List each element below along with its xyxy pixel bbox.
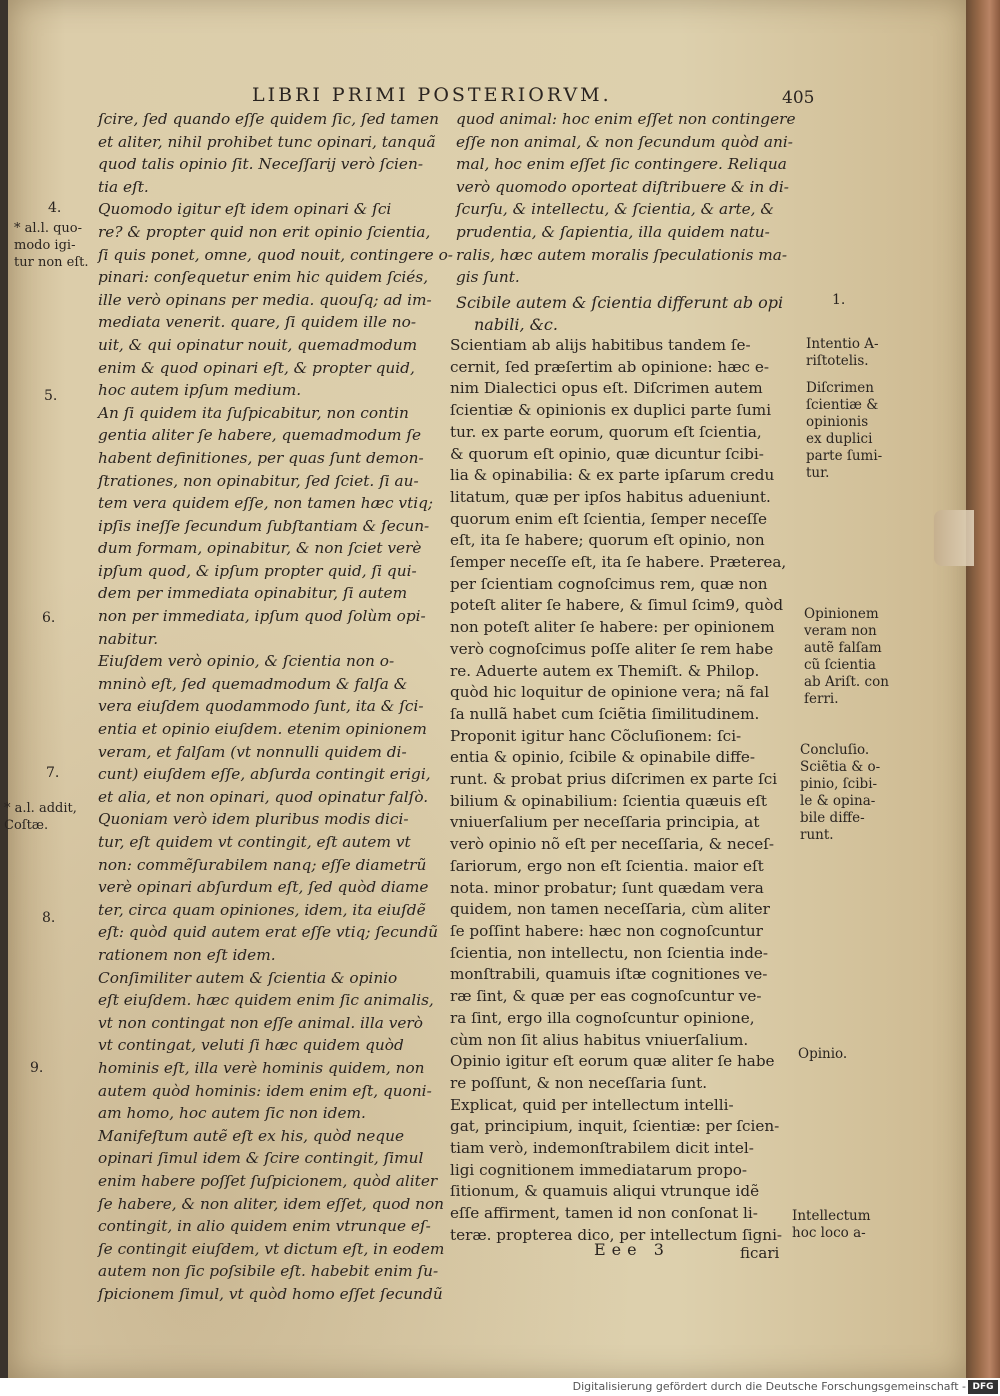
margin-note-conclusio: Concluſio. Sciẽtia & o- pinio, ſcibi- le & opina- bile diffe- runt.	[800, 742, 881, 843]
commentary-line: & quorum eſt opinio, quæ dicuntur ſcibi-	[450, 444, 764, 463]
text-line: An ſi quidem ita ſuſpicabitur, non contin	[98, 403, 409, 422]
commentary-line: re. Aduerte autem ex Themiſt. & Philop.	[450, 661, 760, 680]
text-line: et aliter, nihil prohibet tunc opinari, tanquã	[98, 132, 436, 151]
commentary-line: litatum, quæ per ipſos habitus adueniunt.	[450, 487, 771, 506]
text-line: ille verò opinans per media. quouſq; ad im-	[98, 290, 432, 309]
commentary-line: eſſe affirment, tamen id non conſonat li-	[450, 1204, 758, 1223]
text-line: eſt: quòd quid autem erat eſſe vtiq; ſecundũ	[98, 923, 439, 942]
commentary-line: teræ. propterea dico, per intellectum ſigni-	[450, 1225, 783, 1244]
commentary-line: ſemper neceſſe eſt, ita ſe habere. Præterea,	[450, 553, 787, 572]
text-line: cunt) eiuſdem eſſe, abſurda contingit erigi,	[98, 765, 431, 784]
commentary-line: ſa nullã habet cum ſciẽtia ſimilitudinem.	[450, 704, 760, 723]
digitization-bar	[0, 1378, 1000, 1396]
commentary-line: non poteſt aliter ſe habere: per opinionem	[450, 618, 775, 637]
text-line: ipſis ineſſe ſecundum ſubſtantiam & ſecun-	[98, 516, 430, 535]
commentary-line: entia & opinio, ſcibile & opinabile diffe-	[450, 748, 756, 767]
text-line: veram, et falſam (vt nonnulli quidem di-	[98, 742, 407, 761]
commentary-line: bilium & opinabilium: ſcientia quæuis eſt	[450, 791, 767, 810]
commentary-line: ſcientia, non intellectu, non ſcientia inde-	[450, 943, 769, 962]
commentary-line: Proponit igitur hanc Cõcluſionem: ſci-	[450, 726, 742, 745]
text-line: Conſimiliter autem & ſcientia & opinio	[98, 968, 398, 987]
margin-note-opinionem: Opinionem veram non autẽ falſam cũ ſcientia ab Ariſt. con ferri.	[804, 606, 889, 707]
text-line: uit, & qui opinatur nouit, quemadmodum	[98, 335, 418, 354]
lemma: Scibile autem & ſcientia differunt ab opi nabili, &c.	[456, 293, 784, 334]
section-number: 7.	[46, 765, 60, 781]
catchword: ficari	[740, 1244, 780, 1262]
text-line: Manifeſtum autẽ eſt ex his, quòd neque	[98, 1126, 404, 1145]
text-line: opinari ſimul idem & ſcire contingit, ſimul	[98, 1149, 424, 1168]
commentary-line: verò cognoſcimus poſſe aliter ſe rem habe	[450, 639, 774, 658]
text-line: am homo, hoc autem ſic non idem.	[98, 1104, 366, 1123]
commentary-line: per ſcientiam cognoſcimus rem, quæ non	[450, 574, 768, 593]
text-line: gentia aliter ſe habere, quemadmodum ſe	[98, 426, 422, 445]
commentary-line: nota. minor probatur; ſunt quædam vera	[450, 878, 764, 897]
text-line: gis ſunt.	[456, 268, 520, 287]
text-line: mediata venerit. quare, ſi quidem ille no-	[98, 313, 417, 332]
page-edge	[966, 0, 1000, 1378]
dfg-logo: DFG	[968, 1380, 998, 1394]
commentary-line: lia & opinabilia: & ex parte ipſarum credu	[450, 466, 775, 485]
commentary-line: ſcientiæ & opinionis ex duplici parte ſumi	[450, 401, 772, 420]
page-number: 405	[782, 88, 815, 108]
commentary-line: gat, principium, inquit, ſcientiæ: per ſcien-	[450, 1117, 780, 1136]
commentary-line: eſt, ita ſe habere; quorum eſt opinio, non	[450, 531, 765, 550]
commentary-line: ra ſint, ergo illa cognoſcuntur opinione,	[450, 1008, 755, 1027]
text-line: rationem non eſt idem.	[98, 945, 276, 964]
text-line: ſe contingit eiuſdem, vt dictum eſt, in eodem	[98, 1239, 445, 1258]
text-line: ſcurſu, & intellectu, & ſcientia, & arte, &	[456, 200, 775, 219]
commentary-column	[450, 335, 800, 1247]
margin-note-intellectum: Intellectum hoc loco a-	[792, 1208, 871, 1241]
section-number: 1.	[832, 292, 846, 308]
commentary-line: re poſſunt, & non neceſſaria ſunt.	[450, 1073, 708, 1092]
text-line: verò quomodo oporteat diſtribuere & in di-	[456, 177, 789, 196]
text-line: Quoniam verò idem pluribus modis dici-	[98, 810, 409, 829]
text-line: hominis eſt, illa verè hominis quidem, non	[98, 1058, 425, 1077]
text-line: prudentia, & ſapientia, illa quidem natu-	[456, 222, 770, 241]
section-number: 4.	[48, 200, 62, 216]
commentary-line: nim Dialectici opus eſt. Diſcrimen autem	[450, 379, 763, 398]
text-line: enim & quod opinari eſt, & propter quid,	[98, 358, 415, 377]
text-line: tem vera quidem eſſe, non tamen hæc vtiq;	[98, 494, 434, 513]
section-number: 6.	[42, 610, 56, 626]
commentary-line: Opinio igitur eſt eorum quæ aliter ſe habe	[450, 1052, 775, 1071]
commentary-line: vniuerſalium per neceſſaria principia, at	[450, 813, 760, 832]
commentary-line: Scientiam ab alijs habitibus tandem ſe-	[450, 336, 751, 354]
text-line: eſſe non animal, & non ſecundum quòd ani-	[456, 132, 793, 151]
page-clip	[934, 510, 974, 566]
margin-note-variant: * a.l. addit, Coſtæ.	[4, 801, 77, 833]
commentary-line: quidem, non tamen neceſſaria, cùm aliter	[450, 900, 770, 919]
text-line: quod talis opinio ſit. Neceſſarij verò ſcien-	[98, 155, 423, 174]
text-line: tur, eſt quidem vt contingit, eſt autem vt	[98, 833, 411, 851]
commentary-line: poteſt aliter ſe habere, & ſimul ſcim9, quòd	[450, 596, 784, 615]
running-head: LIBRI PRIMI POSTERIORVM.	[252, 84, 612, 106]
commentary-line: Explicat, quid per intellectum intelli-	[450, 1095, 734, 1114]
text-line: re? & propter quid non erit opinio ſcientia,	[98, 222, 431, 241]
commentary-line: quorum enim eſt ſcientia, ſemper neceſſe	[450, 509, 768, 528]
margin-note-variant: * al.l. quo- modo igi- tur non eſt.	[14, 221, 89, 270]
text-line: autem non ſic poſsibile eſt. habebit enim ſu-	[98, 1262, 439, 1281]
text-line: ſcire, ſed quando eſſe quidem ſic, ſed tamen	[98, 110, 439, 128]
commentary-line: tur. ex parte eorum, quorum eſt ſcientia,	[450, 422, 762, 441]
text-line: mal, hoc enim eſſet ſic contingere. Reliqua	[456, 155, 787, 174]
section-number: 5.	[44, 388, 58, 404]
text-line: Quomodo igitur eſt idem opinari & ſci	[98, 200, 392, 219]
text-line: ſe habere, & non aliter, idem eſſet, quod non	[98, 1194, 445, 1213]
book-binding	[0, 0, 8, 1378]
commentary-line: runt. & probat prius diſcrimen ex parte ſci	[450, 770, 778, 789]
text-line: eſt eiuſdem. hæc quidem enim ſic animalis,	[98, 991, 434, 1010]
text-line: nabitur.	[98, 629, 159, 648]
text-line: quod animal: hoc enim eſſet non contingere	[456, 110, 796, 128]
commentary-line: ræ ſint, & quæ per eas cognoſcuntur ve-	[450, 987, 762, 1006]
commentary-line: quòd hic loquitur de opinione vera; nã fal	[450, 683, 770, 702]
section-number: 9.	[30, 1060, 44, 1076]
margin-note-discrimen: Diſcrimen ſcientiæ & opinionis ex duplici parte ſumi- tur.	[806, 380, 883, 481]
text-line: non: commẽſurabilem nanq; eſſe diametrũ	[98, 855, 427, 874]
commentary-line: ſariorum, ergo non eſt ſcientia. maior eſt	[450, 856, 764, 875]
text-line: ſpicionem ſimul, vt quòd homo eſſet ſecundũ	[98, 1284, 443, 1303]
text-line: dum formam, opinabitur, & non ſciet verè	[98, 539, 422, 558]
commentary-line: cùm non ſit alius habitus vniuerſalium.	[450, 1030, 749, 1049]
text-line: autem quòd hominis: idem enim eſt, quoni-	[98, 1081, 432, 1100]
margin-note-intentio: Intentio A- riſtotelis.	[806, 336, 879, 369]
text-line: Eiuſdem verò opinio, & ſcientia non o-	[98, 652, 395, 671]
text-line: ipſum quod, & ipſum propter quid, ſi qui-	[98, 561, 417, 580]
text-line: ter, circa quam opiniones, idem, ita eiuſdẽ	[98, 900, 426, 919]
text-line: mninò eſt, ſed quemadmodum & falſa &	[98, 674, 408, 693]
commentary-line: cernit, ſed præſertim ab opinione: hæc e-	[450, 357, 769, 376]
signature-mark: Eee 3	[594, 1240, 670, 1259]
text-line: dem per immediata opinabitur, ſi autem	[98, 584, 408, 603]
text-line: pinari: conſequetur enim hic quidem ſciés,	[98, 268, 429, 287]
commentary-line: ligi cognitionem immediatarum propo-	[450, 1160, 748, 1179]
right-column-text-top	[456, 108, 806, 289]
commentary-line: tiam verò, indemonſtrabilem dicit intel-	[450, 1139, 754, 1158]
text-line: enim habere poſſet ſuſpicionem, quòd aliter	[98, 1171, 438, 1190]
text-line: verè opinari abſurdum eſt, ſed quòd diame	[98, 878, 429, 897]
text-line: non per immediata, ipſum quod ſolùm opi-	[98, 607, 426, 626]
text-line: vera eiuſdem quodammodo ſunt, ita & ſci-	[98, 697, 424, 716]
text-line: contingit, in alio quidem enim vtrunque eſ-	[98, 1217, 431, 1236]
text-line: entia et opinio eiuſdem. etenim opinionem	[98, 720, 427, 739]
text-line: vt contingat, veluti ſi hæc quidem quòd	[98, 1036, 404, 1055]
text-line: ralis, hæc autem moralis ſpeculationis ma-	[456, 245, 788, 264]
commentary-line: monſtrabili, quamuis iſtæ cognitiones ve-	[450, 965, 768, 984]
commentary-line: ſitionum, & quamuis aliqui vtrunque idẽ	[450, 1182, 760, 1201]
text-line: ſtrationes, non opinabitur, ſed ſciet. ſi au-	[98, 471, 419, 490]
commentary-line: ſe poſſint habere: hæc non cognoſcuntur	[450, 921, 763, 940]
text-line: et alia, et non opinari, quod opinatur falſò.	[98, 787, 429, 806]
text-line: hoc autem ipſum medium.	[98, 381, 302, 400]
commentary-line: verò opinio nõ eſt per neceſſaria, & neceſ-	[450, 835, 774, 854]
funding-notice: Digitalisierung gefördert durch die Deutsche Forschungsgemeinschaft -	[572, 1380, 966, 1393]
margin-note-opinio: Opinio.	[798, 1046, 848, 1062]
text-line: tia eſt.	[98, 177, 149, 196]
left-column	[98, 108, 453, 1305]
text-line: vt non contingat non eſſe animal. illa verò	[98, 1013, 423, 1032]
text-line: habent definitiones, per quas ſunt demon-	[98, 448, 424, 467]
text-line: ſi quis ponet, omne, quod nouit, contingere o-	[98, 245, 453, 264]
section-number: 8.	[42, 910, 56, 926]
